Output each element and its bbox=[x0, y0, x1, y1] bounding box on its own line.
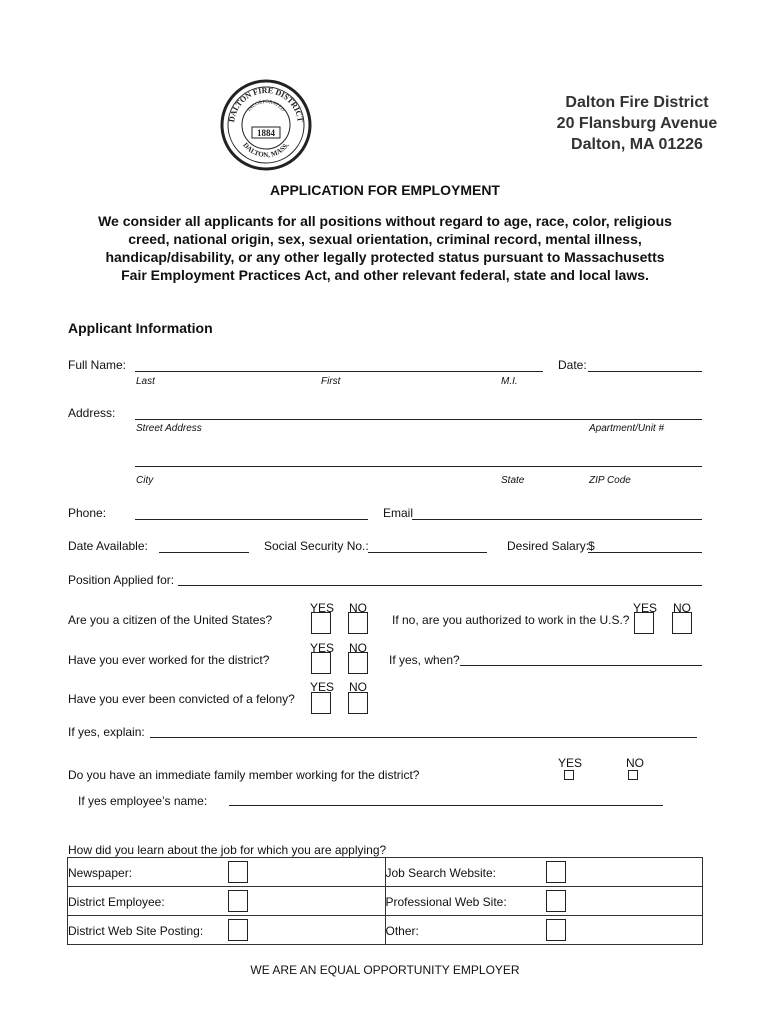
eeo-statement-line-2: creed, national origin, sex, sexual orientation, criminal record, mental illness, bbox=[128, 231, 642, 247]
citizen-yes-checkbox[interactable] bbox=[311, 612, 331, 634]
authorized-no-checkbox[interactable] bbox=[672, 612, 692, 634]
org-name: Dalton Fire District bbox=[565, 94, 709, 111]
no-header-1: NO bbox=[349, 601, 367, 615]
if-yes-explain-label: If yes, explain: bbox=[68, 725, 145, 739]
job-search-website-label: Job Search Website: bbox=[385, 866, 497, 880]
learn-cell bbox=[385, 858, 703, 887]
other-label: Other: bbox=[385, 924, 419, 938]
svg-text:DALTON FIRE DISTRICT: DALTON FIRE DISTRICT bbox=[227, 85, 305, 123]
eeo-statement-line-1: We consider all applicants for all positions without regard to age, race, color, religious bbox=[98, 213, 672, 229]
felony-no-checkbox[interactable] bbox=[348, 692, 368, 714]
eeo-statement-line-4: Fair Employment Practices Act, and other relevant federal, state and local laws. bbox=[121, 267, 649, 283]
if-yes-explain-field[interactable] bbox=[150, 737, 697, 738]
street-address-caption: Street Address bbox=[136, 423, 202, 434]
family-member-yes-checkbox[interactable] bbox=[564, 770, 574, 780]
worked-before-question: Have you ever worked for the district? bbox=[68, 653, 270, 667]
district-employee-checkbox[interactable] bbox=[228, 890, 248, 912]
svg-text:DALTON, MASS.: DALTON, MASS. bbox=[241, 141, 291, 160]
felony-yes-checkbox[interactable] bbox=[311, 692, 331, 714]
date-label: Date: bbox=[558, 358, 587, 372]
learn-row bbox=[68, 916, 703, 945]
newspaper-label: Newspaper: bbox=[68, 866, 133, 880]
full-name-label: Full Name: bbox=[68, 358, 127, 372]
family-member-no-checkbox[interactable] bbox=[628, 770, 638, 780]
no-header-auth: NO bbox=[673, 601, 691, 615]
district-web-site-posting-label: District Web Site Posting: bbox=[68, 924, 204, 938]
state-caption: State bbox=[501, 475, 525, 486]
full-name-field[interactable] bbox=[135, 371, 543, 372]
name-last-caption: Last bbox=[136, 376, 155, 387]
form-title: APPLICATION FOR EMPLOYMENT bbox=[270, 182, 500, 198]
learn-row bbox=[68, 858, 703, 887]
yes-header-1: YES bbox=[310, 601, 335, 615]
date-available-field[interactable] bbox=[159, 552, 249, 553]
district-employee-label: District Employee: bbox=[68, 895, 165, 909]
job-search-website-checkbox[interactable] bbox=[546, 861, 566, 883]
name-mi-caption: M.I. bbox=[501, 376, 518, 387]
learn-question: How did you learn about the job for which you are applying? bbox=[68, 843, 387, 857]
learn-source-table bbox=[67, 857, 703, 945]
eeo-statement-line-3: handicap/disability, or any other legally protected status pursuant to Massachusetts bbox=[105, 249, 665, 265]
phone-label: Phone: bbox=[68, 506, 107, 520]
ssn-field[interactable] bbox=[368, 552, 487, 553]
learn-cell bbox=[68, 858, 386, 887]
yes-header-3: YES bbox=[310, 680, 335, 694]
email-field[interactable] bbox=[412, 519, 702, 520]
authorized-yes-checkbox[interactable] bbox=[634, 612, 654, 634]
email-label: Email bbox=[383, 506, 414, 520]
learn-cell bbox=[68, 887, 386, 916]
professional-web-site-label: Professional Web Site: bbox=[385, 895, 507, 909]
learn-cell bbox=[385, 916, 703, 945]
learn-cell bbox=[68, 916, 386, 945]
zip-caption: ZIP Code bbox=[589, 475, 631, 486]
phone-field[interactable] bbox=[135, 519, 368, 520]
professional-web-site-checkbox[interactable] bbox=[546, 890, 566, 912]
position-field[interactable] bbox=[178, 585, 702, 586]
address-label: Address: bbox=[68, 406, 116, 420]
eeo-footer: WE ARE AN EQUAL OPPORTUNITY EMPLOYER bbox=[250, 963, 520, 977]
date-field[interactable] bbox=[588, 371, 702, 372]
yes-header-2: YES bbox=[310, 641, 335, 655]
yes-header-family: YES bbox=[558, 756, 583, 770]
worked-before-no-checkbox[interactable] bbox=[348, 652, 368, 674]
street-address-field[interactable] bbox=[135, 419, 702, 420]
if-yes-when-field[interactable] bbox=[460, 665, 702, 666]
no-header-3: NO bbox=[349, 680, 367, 694]
city-caption: City bbox=[136, 475, 154, 486]
yes-header-auth: YES bbox=[633, 601, 658, 615]
svg-text:INCORPORATED: INCORPORATED bbox=[247, 99, 285, 113]
employee-name-field[interactable] bbox=[229, 805, 663, 806]
name-first-caption: First bbox=[321, 376, 341, 387]
desired-salary-label: Desired Salary: bbox=[507, 539, 590, 553]
citizen-question: Are you a citizen of the United States? bbox=[68, 613, 273, 627]
employee-name-label: If yes employee’s name: bbox=[78, 794, 208, 808]
citizen-no-checkbox[interactable] bbox=[348, 612, 368, 634]
ssn-label: Social Security No.: bbox=[264, 539, 369, 553]
apartment-unit-caption: Apartment/Unit # bbox=[589, 423, 665, 434]
org-street: 20 Flansburg Avenue bbox=[556, 115, 718, 132]
date-available-label: Date Available: bbox=[68, 539, 148, 553]
section-title: Applicant Information bbox=[68, 320, 213, 336]
other-checkbox[interactable] bbox=[546, 919, 566, 941]
org-city-state-zip: Dalton, MA 01226 bbox=[571, 136, 703, 153]
position-label: Position Applied for: bbox=[68, 573, 175, 587]
svg-text:1884: 1884 bbox=[257, 128, 275, 138]
authorized-question: If no, are you authorized to work in the U.S.? bbox=[392, 613, 630, 627]
salary-dollar-sign: $ bbox=[588, 539, 595, 553]
felony-question: Have you ever been convicted of a felony? bbox=[68, 692, 295, 706]
desired-salary-field[interactable] bbox=[588, 552, 702, 553]
newspaper-checkbox[interactable] bbox=[228, 861, 248, 883]
no-header-2: NO bbox=[349, 641, 367, 655]
family-member-question: Do you have an immediate family member working for the district? bbox=[68, 768, 420, 782]
if-yes-when-label: If yes, when? bbox=[389, 653, 460, 667]
learn-row bbox=[68, 887, 703, 916]
district-web-site-posting-checkbox[interactable] bbox=[228, 919, 248, 941]
city-state-zip-field[interactable] bbox=[135, 466, 702, 467]
learn-cell bbox=[385, 887, 703, 916]
worked-before-yes-checkbox[interactable] bbox=[311, 652, 331, 674]
no-header-family: NO bbox=[626, 756, 644, 770]
